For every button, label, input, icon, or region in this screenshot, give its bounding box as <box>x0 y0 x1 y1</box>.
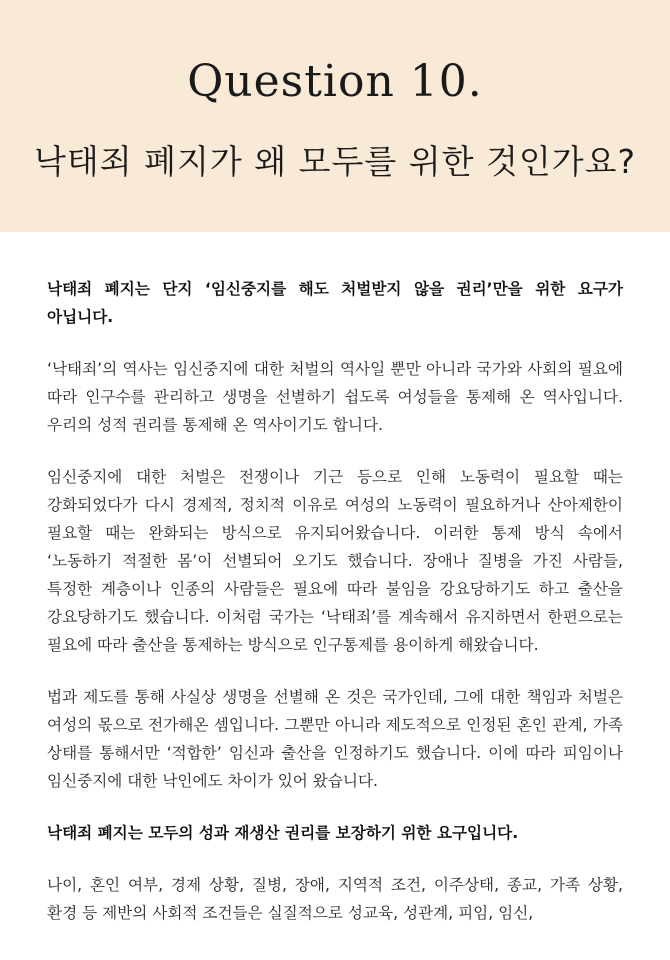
paragraph-4: 나이, 혼인 여부, 경제 상황, 질병, 장애, 지역적 조건, 이주상태, 종교, 가족 상황, 환경 등 제반의 사회적 조건들은 실질적으로 성교육, 성관계, 피임, 임신, <box>47 876 623 922</box>
paragraph-2: 임신중지에 대한 처벌은 전쟁이나 기근 등으로 인해 노동력이 필요할 때는 강화되었다가 다시 경제적, 정치적 이유로 여성의 노동력이 필요하거나 산아제한이 필요할 때는 완화되는 방식으로 유지되어왔습니다. 이러한 통제 방식 속에서 ‘노동하기 적절한 몸’이 선별되어 오기도 했습니다. 장애나 질병을 가진 사람들, 특정한 계층이나 인종의 사람들은 필요에 따라 불임을 강요당하기도 하고 출산을 강요당하기도 했습니다. 이처럼 국가는 ‘낙태죄’를 계속해서 유지하면서 한편으로는 필요에 따라 출산을 통제하는 방식으로 인구통제를 용이하게 해왔습니다. <box>47 468 623 654</box>
article-body <box>47 275 623 951</box>
header-banner <box>0 0 670 232</box>
question-title: Question 10. <box>187 56 483 107</box>
section-heading-1: 낙태죄 폐지는 단지 ‘임신중지를 해도 처벌받지 않을 권리’만을 위한 요구가 아닙니다. <box>47 280 623 326</box>
section-heading-2: 낙태죄 폐지는 모두의 성과 재생산 권리를 보장하기 위한 요구입니다. <box>47 824 519 842</box>
paragraph-1: ‘낙태죄’의 역사는 임신중지에 대한 처벌의 역사일 뿐만 아니라 국가와 사회의 필요에 따라 인구수를 관리하고 생명을 선별하기 쉽도록 여성들을 통제해 온 역사입니다. 우리의 성적 권리를 통제해 온 역사이기도 합니다. <box>47 360 623 434</box>
paragraph-3: 법과 제도를 통해 사실상 생명을 선별해 온 것은 국가인데, 그에 대한 책임과 처벌은 여성의 몫으로 전가해온 셈입니다. 그뿐만 아니라 제도적으로 인정된 혼인 관계, 가족 상태를 통해서만 ‘적합한’ 임신과 출산을 인정하기도 했습니다. 이에 따라 피임이나 임신중지에 대한 낙인에도 차이가 있어 왔습니다. <box>47 688 623 790</box>
question-subtitle: 낙태죄 폐지가 왜 모두를 위한 것인가요? <box>33 142 636 181</box>
